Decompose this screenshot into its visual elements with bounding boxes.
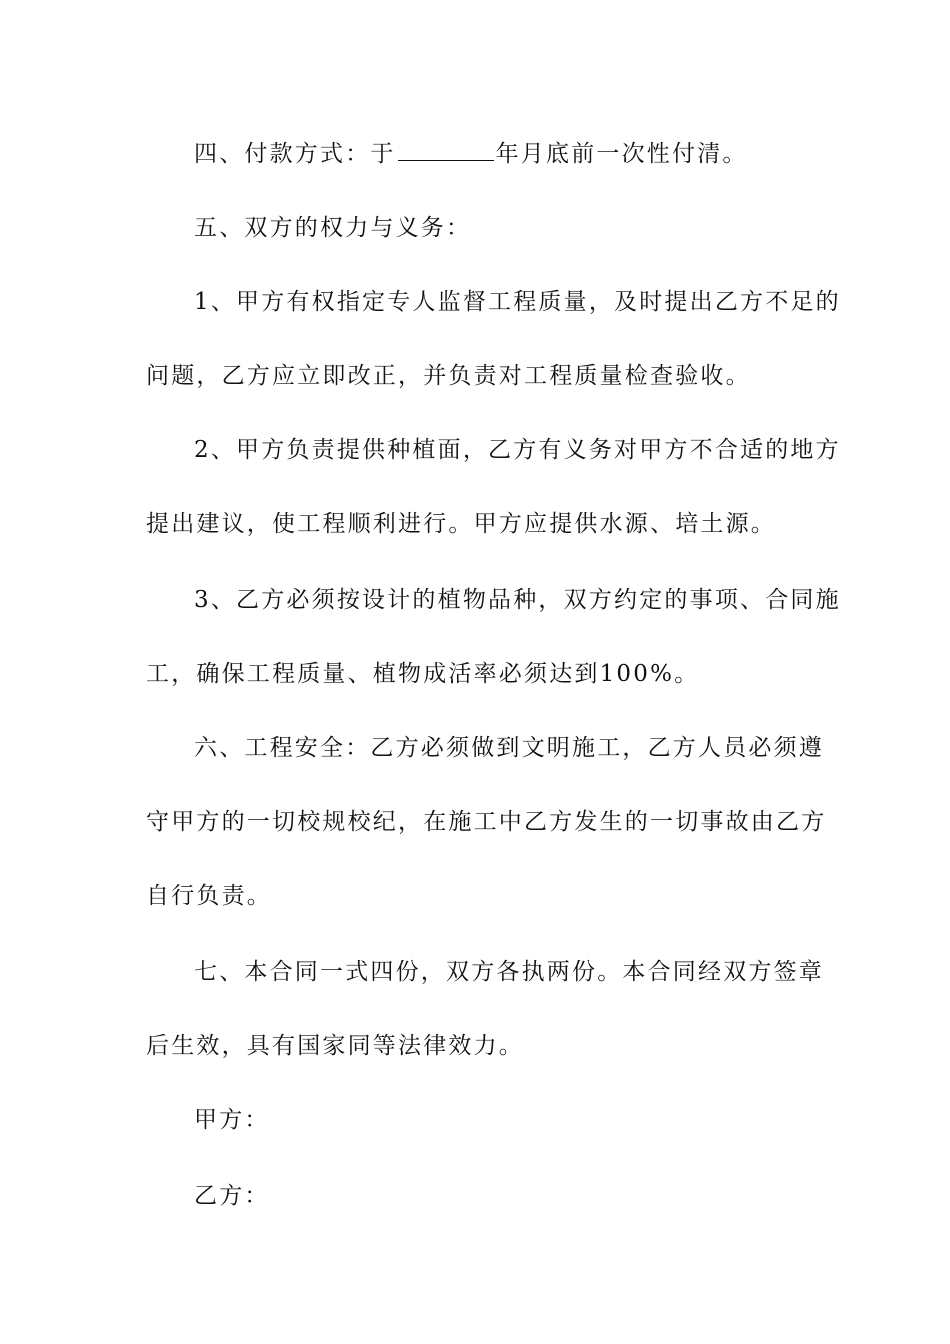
item-2-line-2: 提出建议，使工程顺利进行。甲方应提供水源、培土源。 [146,511,776,537]
clause-6-line-1: 六、工程安全：乙方必须做到文明施工，乙方人员必须遵 [194,735,824,761]
item-3-line-1: 3、乙方必须按设计的植物品种，双方约定的事项、合同施 [194,587,841,613]
clause-6-line-3: 自行负责。 [146,883,272,909]
item-3-line-2: 工，确保工程质量、植物成活率必须达到100%。 [146,661,700,687]
clause-4-text-end: 年月底前一次性付清。 [495,141,748,167]
payment-date-blank [398,138,494,161]
clause-7-line-1: 七、本合同一式四份，双方各执两份。本合同经双方签章 [194,959,824,985]
clause-4-payment [194,137,816,171]
party-a-signature-label: 甲方： [194,1107,270,1133]
party-b-signature-label: 乙方： [194,1183,270,1209]
clause-6-line-2: 守甲方的一切校规校纪，在施工中乙方发生的一切事故由乙方 [146,809,827,835]
item-2-line-1: 2、甲方负责提供种植面，乙方有义务对甲方不合适的地方 [194,437,841,463]
clause-7-line-2: 后生效，具有国家同等法律效力。 [146,1033,524,1059]
clause-5-title: 五、双方的权力与义务： [194,215,472,241]
item-1-line-1: 1、甲方有权指定专人监督工程质量，及时提出乙方不足的 [194,289,841,315]
clause-4-text-start: 四、付款方式：于 [194,141,396,167]
item-1-line-2: 问题，乙方应立即改正，并负责对工程质量检查验收。 [146,363,751,389]
